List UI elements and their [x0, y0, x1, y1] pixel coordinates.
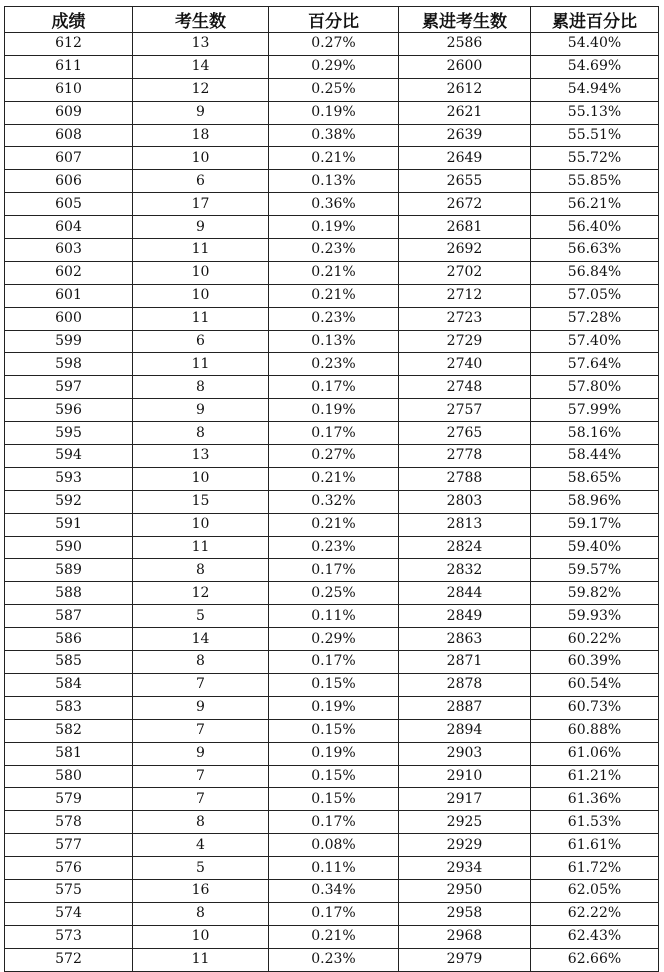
cell-count: 10	[133, 147, 269, 170]
cell-percent: 0.15%	[269, 673, 399, 696]
cell-cumulative-percent: 57.40%	[531, 330, 659, 353]
cell-percent: 0.17%	[269, 559, 399, 582]
cell-count: 7	[133, 788, 269, 811]
table-row	[5, 673, 659, 696]
cell-count: 8	[133, 559, 269, 582]
cell-cumulative-percent: 58.16%	[531, 422, 659, 445]
cell-score: 604	[5, 216, 133, 239]
cell-percent: 0.21%	[269, 467, 399, 490]
cell-percent: 0.15%	[269, 719, 399, 742]
cell-count: 9	[133, 101, 269, 124]
cell-percent: 0.13%	[269, 330, 399, 353]
cell-percent: 0.27%	[269, 445, 399, 468]
cell-count: 7	[133, 673, 269, 696]
cell-percent: 0.36%	[269, 193, 399, 216]
cell-percent: 0.19%	[269, 399, 399, 422]
cell-score: 584	[5, 673, 133, 696]
cell-count: 10	[133, 925, 269, 948]
cell-cumulative-count: 2729	[399, 330, 531, 353]
cell-percent: 0.15%	[269, 765, 399, 788]
cell-percent: 0.23%	[269, 307, 399, 330]
cell-count: 12	[133, 78, 269, 101]
cell-percent: 0.27%	[269, 33, 399, 56]
cell-cumulative-count: 2950	[399, 879, 531, 902]
cell-cumulative-count: 2612	[399, 78, 531, 101]
cell-cumulative-percent: 58.96%	[531, 490, 659, 513]
cell-cumulative-percent: 55.85%	[531, 170, 659, 193]
cell-percent: 0.17%	[269, 422, 399, 445]
cell-cumulative-percent: 57.28%	[531, 307, 659, 330]
cell-percent: 0.23%	[269, 239, 399, 262]
cell-cumulative-percent: 61.53%	[531, 811, 659, 834]
cell-score: 605	[5, 193, 133, 216]
cell-count: 4	[133, 834, 269, 857]
cell-cumulative-percent: 59.93%	[531, 605, 659, 628]
cell-score: 586	[5, 628, 133, 651]
cell-score: 580	[5, 765, 133, 788]
table-row	[5, 147, 659, 170]
cell-cumulative-percent: 58.65%	[531, 467, 659, 490]
table-row	[5, 902, 659, 925]
cell-score: 594	[5, 445, 133, 468]
table-row	[5, 925, 659, 948]
cell-cumulative-percent: 60.73%	[531, 696, 659, 719]
table-row	[5, 811, 659, 834]
cell-cumulative-percent: 56.21%	[531, 193, 659, 216]
table-row	[5, 124, 659, 147]
cell-count: 11	[133, 353, 269, 376]
cell-cumulative-percent: 56.84%	[531, 261, 659, 284]
cell-cumulative-percent: 55.13%	[531, 101, 659, 124]
cell-cumulative-percent: 57.80%	[531, 376, 659, 399]
cell-cumulative-percent: 54.69%	[531, 55, 659, 78]
cell-cumulative-count: 2600	[399, 55, 531, 78]
cell-cumulative-percent: 60.88%	[531, 719, 659, 742]
cell-cumulative-count: 2824	[399, 536, 531, 559]
cell-percent: 0.08%	[269, 834, 399, 857]
cell-count: 7	[133, 765, 269, 788]
cell-count: 11	[133, 307, 269, 330]
cell-cumulative-count: 2748	[399, 376, 531, 399]
cell-percent: 0.17%	[269, 811, 399, 834]
cell-cumulative-percent: 59.57%	[531, 559, 659, 582]
header-percent: 百分比	[269, 7, 399, 33]
cell-percent: 0.19%	[269, 742, 399, 765]
cell-cumulative-count: 2702	[399, 261, 531, 284]
cell-score: 611	[5, 55, 133, 78]
table-row	[5, 307, 659, 330]
cell-count: 16	[133, 879, 269, 902]
header-score: 成绩	[5, 7, 133, 33]
cell-count: 8	[133, 422, 269, 445]
cell-percent: 0.25%	[269, 78, 399, 101]
cell-count: 10	[133, 513, 269, 536]
cell-count: 14	[133, 628, 269, 651]
cell-score: 581	[5, 742, 133, 765]
cell-cumulative-count: 2655	[399, 170, 531, 193]
cell-count: 11	[133, 948, 269, 971]
cell-score: 593	[5, 467, 133, 490]
cell-count: 6	[133, 170, 269, 193]
table-row	[5, 834, 659, 857]
table-row	[5, 879, 659, 902]
cell-percent: 0.17%	[269, 651, 399, 674]
table-row	[5, 261, 659, 284]
cell-cumulative-count: 2849	[399, 605, 531, 628]
cell-score: 578	[5, 811, 133, 834]
cell-cumulative-percent: 54.40%	[531, 33, 659, 56]
cell-score: 609	[5, 101, 133, 124]
cell-count: 12	[133, 582, 269, 605]
cell-percent: 0.29%	[269, 628, 399, 651]
cell-count: 8	[133, 651, 269, 674]
cell-cumulative-count: 2871	[399, 651, 531, 674]
cell-percent: 0.23%	[269, 353, 399, 376]
cell-cumulative-count: 2803	[399, 490, 531, 513]
cell-cumulative-percent: 54.94%	[531, 78, 659, 101]
cell-cumulative-count: 2968	[399, 925, 531, 948]
table-row	[5, 376, 659, 399]
cell-score: 603	[5, 239, 133, 262]
cell-count: 18	[133, 124, 269, 147]
cell-score: 588	[5, 582, 133, 605]
cell-count: 8	[133, 376, 269, 399]
table-row	[5, 216, 659, 239]
cell-cumulative-percent: 62.66%	[531, 948, 659, 971]
cell-score: 577	[5, 834, 133, 857]
cell-count: 13	[133, 33, 269, 56]
cell-cumulative-percent: 62.22%	[531, 902, 659, 925]
cell-cumulative-count: 2958	[399, 902, 531, 925]
cell-count: 9	[133, 696, 269, 719]
table-row	[5, 719, 659, 742]
header-count: 考生数	[133, 7, 269, 33]
table-row	[5, 193, 659, 216]
cell-score: 572	[5, 948, 133, 971]
cell-percent: 0.25%	[269, 582, 399, 605]
cell-percent: 0.38%	[269, 124, 399, 147]
cell-percent: 0.21%	[269, 513, 399, 536]
cell-count: 14	[133, 55, 269, 78]
cell-score: 612	[5, 33, 133, 56]
cell-score: 582	[5, 719, 133, 742]
cell-count: 10	[133, 467, 269, 490]
cell-score: 573	[5, 925, 133, 948]
cell-percent: 0.32%	[269, 490, 399, 513]
cell-cumulative-percent: 55.72%	[531, 147, 659, 170]
cell-cumulative-count: 2832	[399, 559, 531, 582]
score-distribution-table	[4, 6, 659, 972]
cell-cumulative-percent: 57.05%	[531, 284, 659, 307]
cell-score: 599	[5, 330, 133, 353]
cell-score: 602	[5, 261, 133, 284]
cell-cumulative-percent: 61.21%	[531, 765, 659, 788]
table-row	[5, 330, 659, 353]
cell-count: 15	[133, 490, 269, 513]
cell-count: 10	[133, 284, 269, 307]
cell-percent: 0.23%	[269, 948, 399, 971]
cell-percent: 0.34%	[269, 879, 399, 902]
cell-cumulative-count: 2778	[399, 445, 531, 468]
cell-cumulative-count: 2863	[399, 628, 531, 651]
table-row	[5, 467, 659, 490]
cell-score: 601	[5, 284, 133, 307]
table-row	[5, 513, 659, 536]
cell-count: 11	[133, 536, 269, 559]
cell-score: 608	[5, 124, 133, 147]
cell-score: 591	[5, 513, 133, 536]
cell-percent: 0.19%	[269, 216, 399, 239]
cell-percent: 0.19%	[269, 101, 399, 124]
cell-percent: 0.17%	[269, 376, 399, 399]
table-row	[5, 78, 659, 101]
cell-count: 5	[133, 857, 269, 880]
cell-count: 8	[133, 902, 269, 925]
table-row	[5, 857, 659, 880]
cell-cumulative-count: 2910	[399, 765, 531, 788]
cell-cumulative-count: 2649	[399, 147, 531, 170]
cell-percent: 0.21%	[269, 147, 399, 170]
table-row	[5, 353, 659, 376]
cell-cumulative-count: 2894	[399, 719, 531, 742]
cell-score: 583	[5, 696, 133, 719]
cell-cumulative-count: 2917	[399, 788, 531, 811]
cell-count: 9	[133, 216, 269, 239]
cell-cumulative-count: 2765	[399, 422, 531, 445]
cell-cumulative-count: 2903	[399, 742, 531, 765]
cell-cumulative-percent: 55.51%	[531, 124, 659, 147]
cell-score: 576	[5, 857, 133, 880]
cell-cumulative-percent: 58.44%	[531, 445, 659, 468]
table-row	[5, 399, 659, 422]
cell-score: 610	[5, 78, 133, 101]
cell-score: 606	[5, 170, 133, 193]
cell-count: 10	[133, 261, 269, 284]
cell-cumulative-percent: 60.54%	[531, 673, 659, 696]
table-row	[5, 170, 659, 193]
header-cumulative-percent: 累进百分比	[531, 7, 659, 33]
table-row	[5, 582, 659, 605]
cell-cumulative-count: 2740	[399, 353, 531, 376]
cell-percent: 0.23%	[269, 536, 399, 559]
cell-score: 587	[5, 605, 133, 628]
cell-cumulative-count: 2887	[399, 696, 531, 719]
cell-score: 596	[5, 399, 133, 422]
cell-count: 11	[133, 239, 269, 262]
cell-score: 574	[5, 902, 133, 925]
table-row	[5, 948, 659, 971]
cell-cumulative-percent: 62.43%	[531, 925, 659, 948]
cell-score: 579	[5, 788, 133, 811]
cell-percent: 0.21%	[269, 284, 399, 307]
cell-percent: 0.29%	[269, 55, 399, 78]
table-row	[5, 536, 659, 559]
cell-cumulative-percent: 61.36%	[531, 788, 659, 811]
table-row	[5, 490, 659, 513]
cell-cumulative-percent: 59.17%	[531, 513, 659, 536]
cell-count: 9	[133, 399, 269, 422]
cell-score: 575	[5, 879, 133, 902]
cell-cumulative-count: 2878	[399, 673, 531, 696]
cell-percent: 0.11%	[269, 857, 399, 880]
cell-cumulative-count: 2934	[399, 857, 531, 880]
cell-cumulative-percent: 60.22%	[531, 628, 659, 651]
cell-cumulative-percent: 61.06%	[531, 742, 659, 765]
cell-percent: 0.21%	[269, 261, 399, 284]
cell-cumulative-percent: 61.72%	[531, 857, 659, 880]
cell-count: 8	[133, 811, 269, 834]
cell-cumulative-percent: 56.40%	[531, 216, 659, 239]
cell-cumulative-percent: 56.63%	[531, 239, 659, 262]
table-row	[5, 651, 659, 674]
table-row	[5, 742, 659, 765]
cell-percent: 0.13%	[269, 170, 399, 193]
cell-cumulative-count: 2844	[399, 582, 531, 605]
cell-count: 5	[133, 605, 269, 628]
cell-score: 590	[5, 536, 133, 559]
cell-score: 598	[5, 353, 133, 376]
cell-count: 7	[133, 719, 269, 742]
cell-cumulative-count: 2979	[399, 948, 531, 971]
cell-cumulative-count: 2723	[399, 307, 531, 330]
cell-cumulative-count: 2639	[399, 124, 531, 147]
table-row	[5, 788, 659, 811]
cell-percent: 0.19%	[269, 696, 399, 719]
cell-score: 595	[5, 422, 133, 445]
table-body	[5, 33, 659, 972]
cell-percent: 0.17%	[269, 902, 399, 925]
cell-cumulative-percent: 59.82%	[531, 582, 659, 605]
cell-cumulative-count: 2929	[399, 834, 531, 857]
cell-cumulative-count: 2672	[399, 193, 531, 216]
cell-score: 600	[5, 307, 133, 330]
table-row	[5, 55, 659, 78]
cell-cumulative-count: 2813	[399, 513, 531, 536]
table-row	[5, 239, 659, 262]
cell-cumulative-count: 2681	[399, 216, 531, 239]
cell-percent: 0.21%	[269, 925, 399, 948]
cell-cumulative-percent: 57.99%	[531, 399, 659, 422]
cell-count: 9	[133, 742, 269, 765]
cell-count: 6	[133, 330, 269, 353]
cell-cumulative-count: 2788	[399, 467, 531, 490]
cell-percent: 0.15%	[269, 788, 399, 811]
cell-count: 17	[133, 193, 269, 216]
table-row	[5, 445, 659, 468]
cell-cumulative-count: 2712	[399, 284, 531, 307]
cell-cumulative-percent: 61.61%	[531, 834, 659, 857]
cell-percent: 0.11%	[269, 605, 399, 628]
cell-score: 589	[5, 559, 133, 582]
table-row	[5, 696, 659, 719]
cell-score: 585	[5, 651, 133, 674]
table-row	[5, 284, 659, 307]
cell-cumulative-count: 2925	[399, 811, 531, 834]
cell-cumulative-count: 2621	[399, 101, 531, 124]
cell-cumulative-count: 2692	[399, 239, 531, 262]
cell-score: 592	[5, 490, 133, 513]
cell-cumulative-percent: 57.64%	[531, 353, 659, 376]
table-row	[5, 559, 659, 582]
cell-cumulative-percent: 59.40%	[531, 536, 659, 559]
cell-cumulative-count: 2757	[399, 399, 531, 422]
table-row	[5, 605, 659, 628]
cell-cumulative-percent: 62.05%	[531, 879, 659, 902]
cell-cumulative-count: 2586	[399, 33, 531, 56]
table-row	[5, 628, 659, 651]
table-row	[5, 422, 659, 445]
cell-count: 13	[133, 445, 269, 468]
cell-cumulative-percent: 60.39%	[531, 651, 659, 674]
table-header-row	[5, 7, 659, 33]
table-row	[5, 765, 659, 788]
table-row	[5, 101, 659, 124]
header-cumulative-count: 累进考生数	[399, 7, 531, 33]
table-row	[5, 33, 659, 56]
cell-score: 607	[5, 147, 133, 170]
cell-score: 597	[5, 376, 133, 399]
